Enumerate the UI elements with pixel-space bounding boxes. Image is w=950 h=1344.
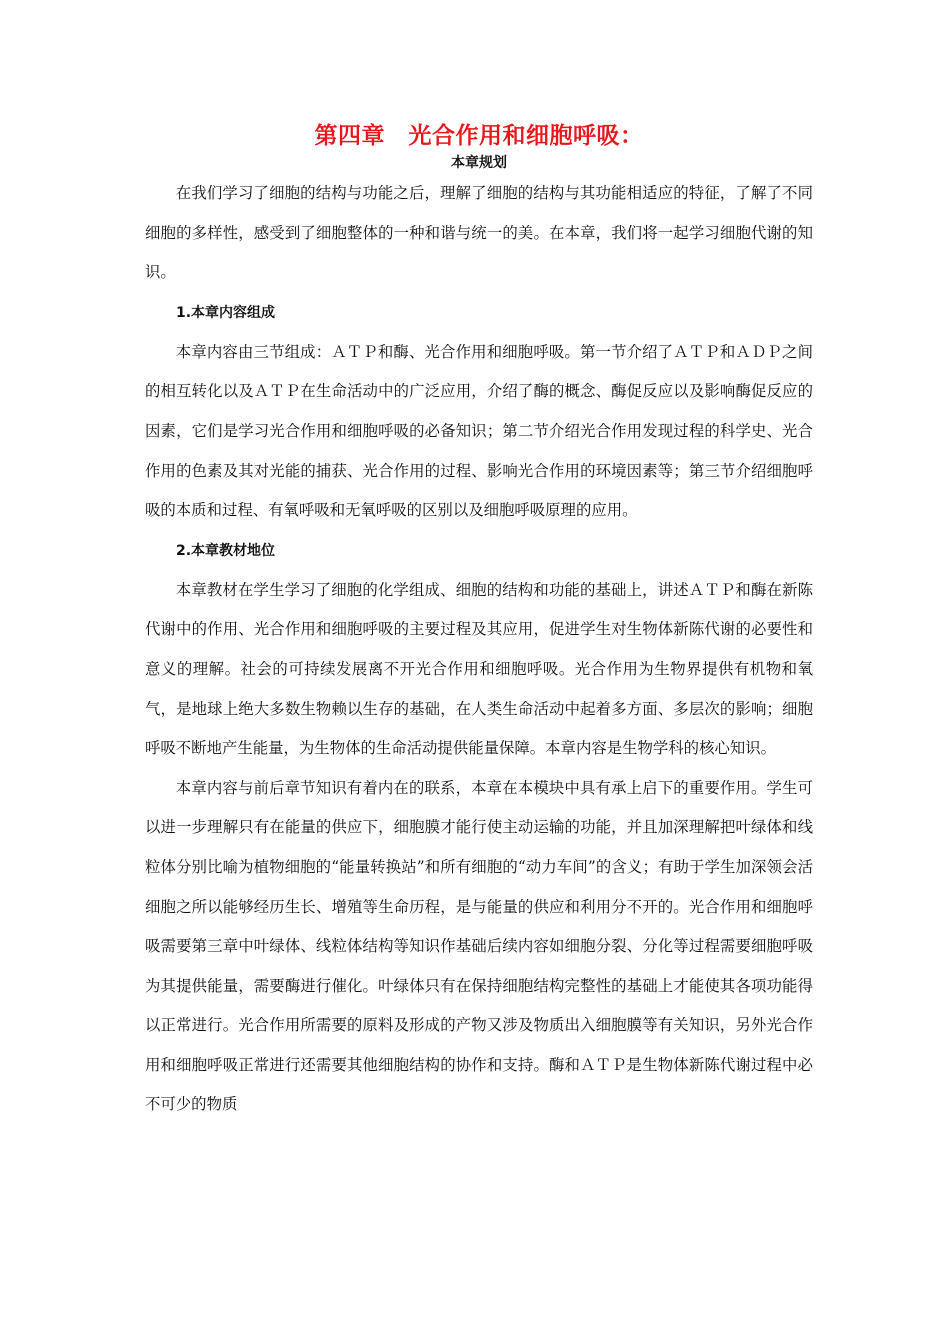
section-position-paragraph-2: 本章内容与前后章节知识有着内在的联系，本章在本模块中具有承上启下的重要作用。学生可以进一步理解只有在能量的供应下，细胞膜才能行使主动运输的功能，并且加深理解把叶绿体和线粒体分别比喻为植物细胞的“能量转换站”和所有细胞的“动力车间”的含义；有助于学生加深领会活细胞之所以能够经历生长、增殖等生命历程，是与能量的供应和利用分不开的。光合作用和细胞呼吸需要第三章中叶绿体、线粒体结构等知识作基础后续内容如细胞分裂、分化等过程需要细胞呼吸为其提供能量，需要酶进行催化。叶绿体只有在保持细胞结构完整性的基础上才能使其各项功能得以正常进行。光合作用所需要的原料及形成的产物又涉及物质出入细胞膜等有关知识，另外光合作用和细胞呼吸正常进行还需要其他细胞结构的协作和支持。酶和ＡＴＰ是生物体新陈代谢过程中必不可少的物质	[145, 778, 813, 1114]
section-heading-content: 1.本章内容组成	[176, 304, 276, 321]
section-heading-position: 2.本章教材地位	[176, 542, 276, 559]
section-position-paragraph-1: 本章教材在学生学习了细胞的化学组成、细胞的结构和功能的基础上，讲述ＡＴＰ和酶在新陈代谢中的作用、光合作用和细胞呼吸的主要过程及其应用，促进学生对生物体新陈代谢的必要性和意义的理解。社会的可持续发展离不开光合作用和细胞呼吸。光合作用为生物界提供有机物和氧气，是地球上绝大多数生物赖以生存的基础，在人类生命活动中起着多方面、多层次的影响；细胞呼吸不断地产生能量，为生物体的生命活动提供能量保障。本章内容是生物学科的核心知识。	[145, 580, 813, 758]
document-body	[145, 118, 813, 1125]
chapter-title: 第四章 光合作用和细胞呼吸：	[314, 122, 644, 149]
section-content-paragraph: 本章内容由三节组成：ＡＴＰ和酶、光合作用和细胞呼吸。第一节介绍了ＡＴＰ和ＡＤＰ之间的相互转化以及ＡＴＰ在生命活动中的广泛应用，介绍了酶的概念、酶促反应以及影响酶促反应的因素，它们是学习光合作用和细胞呼吸的必备知识；第二节介绍光合作用发现过程的科学史、光合作用的色素及其对光能的捕获、光合作用的过程、影响光合作用的环境因素等；第三节介绍细胞呼吸的本质和过程、有氧呼吸和无氧呼吸的区别以及细胞呼吸原理的应用。	[145, 342, 813, 520]
chapter-subtitle: 本章规划	[451, 155, 507, 171]
intro-paragraph: 在我们学习了细胞的结构与功能之后，理解了细胞的结构与其功能相适应的特征，了解了不同细胞的多样性，感受到了细胞整体的一种和谐与统一的美。在本章，我们将一起学习细胞代谢的知识。	[145, 184, 813, 282]
